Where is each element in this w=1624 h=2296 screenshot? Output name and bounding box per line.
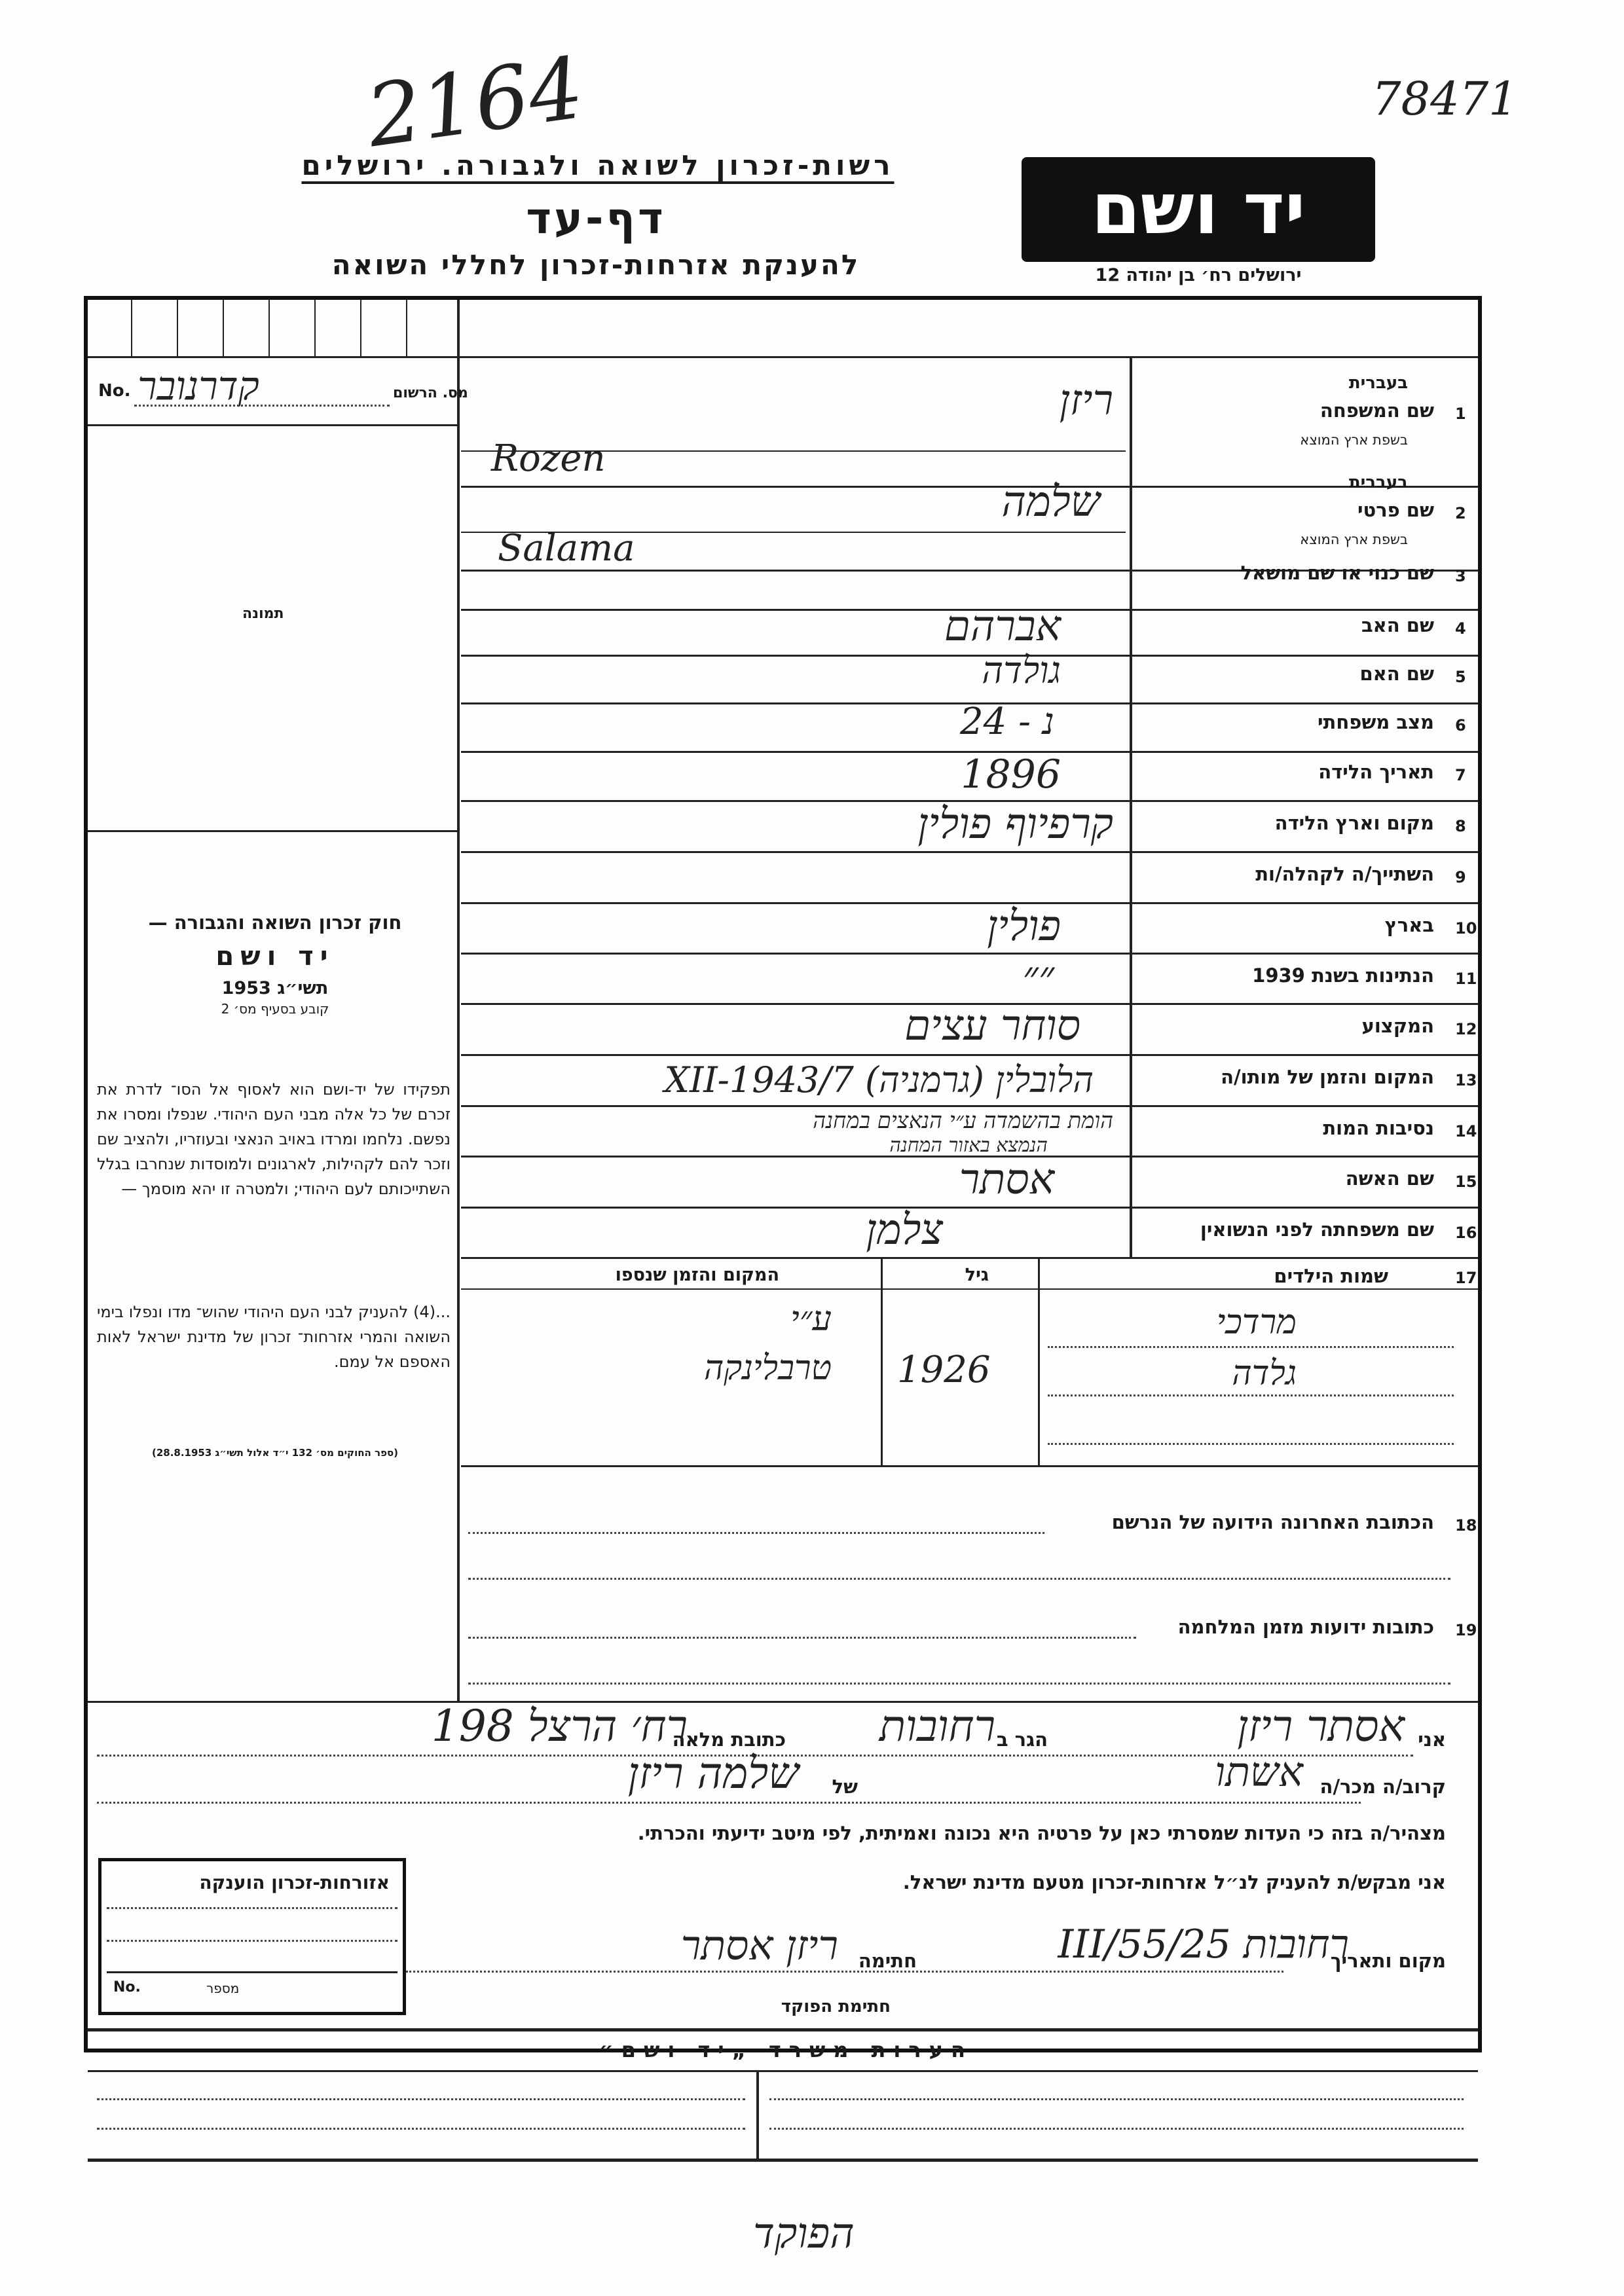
field-9-label: השתייך/ה לקהלה/ות <box>1255 863 1434 885</box>
row-line <box>461 486 1478 488</box>
field-1-number: 1 <box>1455 405 1466 423</box>
registration-value: קדרנובר <box>138 363 259 409</box>
field-10-label: בארץ <box>1384 914 1434 936</box>
field-11-label: הנתינות בשנת 1939 <box>1252 964 1434 987</box>
citizenship-box-title: אזורחות-זכרון הוענקה <box>199 1872 390 1893</box>
registration-line <box>134 405 390 407</box>
child-row-line <box>1048 1346 1454 1348</box>
remarks-divider <box>756 2070 759 2159</box>
field-2-value-local: Salama <box>498 527 635 570</box>
field-13-value: הלובלין (גרמניה) 7/XII-1943 <box>664 1059 1094 1101</box>
declaration-i-label: אני <box>1418 1728 1446 1751</box>
row-line <box>461 1207 1478 1209</box>
field-15-label: שם האשה <box>1345 1167 1434 1190</box>
remarks-bottom-line <box>88 2159 1478 2162</box>
field-9-number: 9 <box>1455 868 1466 886</box>
field-6-label: מצב משפחתי <box>1317 711 1434 733</box>
field-14-label: נסיבות המות <box>1323 1117 1434 1139</box>
address-full-label: כתובת מלאה <box>672 1728 786 1751</box>
field-13-label: המקום והזמן של מותו/ה <box>1221 1066 1434 1088</box>
field-11-value: ״״ <box>1022 953 1054 1001</box>
child-1-place: ע״י <box>790 1300 832 1339</box>
registration-label: מס. הרשום <box>393 385 468 401</box>
remarks-top-line <box>88 2028 1478 2032</box>
law-clause: קובע בסעיף מס׳ 2 <box>221 1001 329 1017</box>
grid-cell <box>314 300 316 356</box>
field-5-number: 5 <box>1455 668 1466 686</box>
field-5-label: שם האם <box>1359 663 1434 685</box>
row-line <box>461 655 1478 657</box>
child-2-age: 1926 <box>897 1349 991 1391</box>
grid-cell <box>406 300 407 356</box>
field-13-number: 13 <box>1455 1071 1477 1089</box>
field-1-value-local: Rozen <box>491 437 606 480</box>
field-3-number: 3 <box>1455 567 1466 585</box>
law-source: (ספר החוקים מס׳ 132 י״ד אלול תשי״ג 28.8.1953) <box>151 1447 399 1459</box>
field-2-sub-local: בשפת ארץ המוצא <box>1300 532 1408 547</box>
address-wartime-line-2 <box>468 1683 1450 1685</box>
photo-area-bottom <box>88 830 457 832</box>
address-wartime-number: 19 <box>1455 1621 1477 1639</box>
children-number: 17 <box>1455 1269 1477 1287</box>
declaration-line-2 <box>97 1802 1361 1804</box>
field-14-number: 14 <box>1455 1122 1477 1140</box>
field-2-label: שם פרטי <box>1357 499 1434 521</box>
relation-value: אשתו <box>1215 1748 1303 1796</box>
remarks-line <box>97 2128 745 2130</box>
remarks-line <box>97 2098 745 2100</box>
field-4-value: אברהם <box>944 602 1061 651</box>
divider-label-column <box>1130 356 1132 1257</box>
remarks-line <box>769 2098 1464 2100</box>
field-15-value: אסתר <box>959 1156 1054 1204</box>
field-2-value-hebrew: שלמה <box>1001 478 1100 526</box>
signature-line <box>406 1971 1283 1973</box>
field-7-number: 7 <box>1455 766 1466 784</box>
form-title: דף-עד <box>526 193 666 244</box>
child-2-place: טרבלינקה <box>703 1349 832 1388</box>
citizenship-box-line <box>107 1940 397 1942</box>
citizenship-box-number-label: מספר <box>206 1980 240 1996</box>
address-last-number: 18 <box>1455 1516 1477 1535</box>
field-12-value: סוחר עצים <box>904 1002 1080 1050</box>
field-10-number: 10 <box>1455 919 1477 938</box>
field-14-value-continued: הנמצא באזור המחנה <box>889 1134 1048 1157</box>
law-name: יד ושם <box>215 941 335 972</box>
field-8-number: 8 <box>1455 817 1466 835</box>
field-16-number: 16 <box>1455 1224 1477 1242</box>
field-16-label: שם משפחתה לפני הנשואין <box>1200 1218 1434 1241</box>
field-11-number: 11 <box>1455 970 1477 988</box>
law-text-purpose: תפקידו של יד-ושם הוא לאסוף אל הסו־ לדרת את זכרם של כל אלה מבני העם היהודי. שנפלו ומסרו את נפשם. נלחמו ומרדו באויב הנאצי ובעוזריו, ולהציב שם וזכר להם לקהילות, לארגונים ולמוסדות שנחרבו בגלל השתייכותם לעם היהודי; ולמטרה זו יהא מוסמך — <box>97 1080 451 1198</box>
child-row-line <box>1048 1443 1454 1445</box>
officer-signature-label: חתימת הפוקד <box>781 1997 891 2016</box>
declarant-address: רח׳ הרצל 198 <box>431 1701 688 1751</box>
declaration-statement: מצהיר/ה בזה כי העדות שמסרתי כאן על פרטיה היא נכונה ואמיתית, לפי מיטב ידיעתי והכרתי. <box>637 1822 1446 1844</box>
registration-no-prefix: No. <box>98 381 131 401</box>
children-header-line <box>461 1288 1478 1290</box>
address-last-line-2 <box>468 1578 1450 1580</box>
resides-label: הגר ב <box>996 1728 1048 1751</box>
form-subtitle: להענקת אזרחות-זכרון לחללי השואה <box>331 249 860 281</box>
field-8-label: מקום וארץ הלידה <box>1274 812 1434 834</box>
field-8-value: קרפיוף פולין <box>917 800 1113 848</box>
field-15-number: 15 <box>1455 1173 1477 1191</box>
field-6-value: נ - 24 <box>960 701 1054 743</box>
child-2-name: גלדה <box>1232 1354 1297 1393</box>
photo-label: תמונה <box>242 606 284 622</box>
remarks-line <box>769 2128 1464 2130</box>
citizenship-box-no-label: No. <box>113 1979 141 1995</box>
field-2-number: 2 <box>1455 504 1466 522</box>
field-1-label: שם המשפחה <box>1320 399 1434 422</box>
row-line <box>461 851 1478 853</box>
address-last-line <box>468 1532 1044 1534</box>
field-1-sub-local: בשפת ארץ המוצא <box>1300 432 1408 448</box>
grid-cell <box>360 300 361 356</box>
divider-left-column <box>457 300 460 1701</box>
field-14-value: הומת בהשמדה ע״י הנאצים במחנה <box>813 1108 1113 1134</box>
bottom-handwritten-note: הפוקד <box>753 2210 855 2258</box>
children-age-header: גיל <box>965 1265 989 1285</box>
children-label: שמות הילדים <box>1274 1265 1388 1287</box>
registration-divider <box>88 424 457 426</box>
institution-address: ירושלים רח׳ בן יהודה 12 <box>1095 265 1302 285</box>
field-4-label: שם האב <box>1361 614 1434 636</box>
remarks-title: הערות משרד „יד ושם״ <box>599 2037 973 2062</box>
citizenship-box-line <box>107 1907 397 1909</box>
field-2-sub-hebrew: בעברית <box>1348 473 1408 492</box>
grid-cell <box>177 300 178 356</box>
row-line <box>461 953 1478 955</box>
signature-label: חתימה <box>858 1950 917 1972</box>
address-wartime-line <box>468 1637 1136 1639</box>
citizenship-box-divider <box>107 1971 397 1973</box>
deceased-name: שלמה ריזן <box>627 1748 799 1798</box>
grid-cell <box>223 300 224 356</box>
place-date-value: רחובות 25/III/55 <box>1058 1922 1349 1967</box>
child-row-line <box>1048 1394 1454 1396</box>
field-3-label: שם כנוי או שם מושאל <box>1240 562 1434 584</box>
of-label: של <box>832 1776 858 1798</box>
children-place-header: המקום והזמן שנספו <box>615 1265 779 1285</box>
grid-cell <box>131 300 132 356</box>
field-12-number: 12 <box>1455 1020 1477 1038</box>
handwritten-file-number: 2164 <box>361 37 589 167</box>
place-date-label: מקום ותאריך <box>1330 1950 1446 1972</box>
field-12-label: המקצוע <box>1361 1015 1434 1037</box>
signature-value: ריזן אסתר <box>680 1922 838 1969</box>
law-heading: חוק זכרון השואה והגבורה — <box>148 911 402 934</box>
declaration-request: אני מבקש/ת להעניק לנ״ל אזרחות-זכרון מטעם מדינת ישראל. <box>902 1871 1446 1893</box>
field-7-label: תאריך הלידה <box>1318 761 1434 783</box>
remarks-header-line <box>88 2070 1478 2072</box>
child-1-name: מרדכי <box>1216 1303 1297 1342</box>
addresses-top-line <box>461 1465 1478 1467</box>
field-4-number: 4 <box>1455 619 1466 638</box>
header-grid-bottom <box>88 356 1478 358</box>
citizenship-granted-box <box>98 1858 406 2015</box>
law-text-citizenship: ...(4) להעניק לבני העם היהודי שהוש־ מדו ונפלו בימי השואה והמרי אזרחות־ זכרון של מדינת ישראל לאות האספם אל עמם. <box>97 1303 451 1371</box>
address-wartime-label: כתובות ידועות מזמן המלחמה <box>1177 1616 1434 1638</box>
relative-label: קרוב/ה מכר/ה <box>1320 1776 1446 1798</box>
authority-heading: רשות-זכרון לשואה ולגבורה. ירושלים <box>301 149 895 181</box>
field-16-value: צלמן <box>866 1206 943 1254</box>
field-1-value-hebrew: ריזן <box>1059 376 1113 425</box>
row-line <box>461 1054 1478 1056</box>
law-excerpt <box>105 911 445 1017</box>
field-5-value: גולדה <box>982 649 1061 692</box>
field-7-value: 1896 <box>961 752 1061 797</box>
row-line <box>461 1257 1478 1259</box>
address-last-label: הכתובת האחרונה הידועה של הנרשם <box>1111 1511 1434 1533</box>
field-1-sub-hebrew: בעברית <box>1348 373 1408 393</box>
row-line <box>461 1105 1478 1107</box>
grid-cell <box>268 300 270 356</box>
field-10-value: פולין <box>987 902 1061 951</box>
declarant-name: אסתר ריזן <box>1237 1701 1405 1751</box>
law-year: תשי״ג 1953 <box>221 978 329 998</box>
handwritten-reference-number: 78471 <box>1372 72 1518 126</box>
yad-vashem-logo: יד ושם <box>1022 157 1375 262</box>
declarant-city: רחובות <box>879 1701 995 1751</box>
row-line <box>461 902 1478 904</box>
field-6-number: 6 <box>1455 716 1466 735</box>
